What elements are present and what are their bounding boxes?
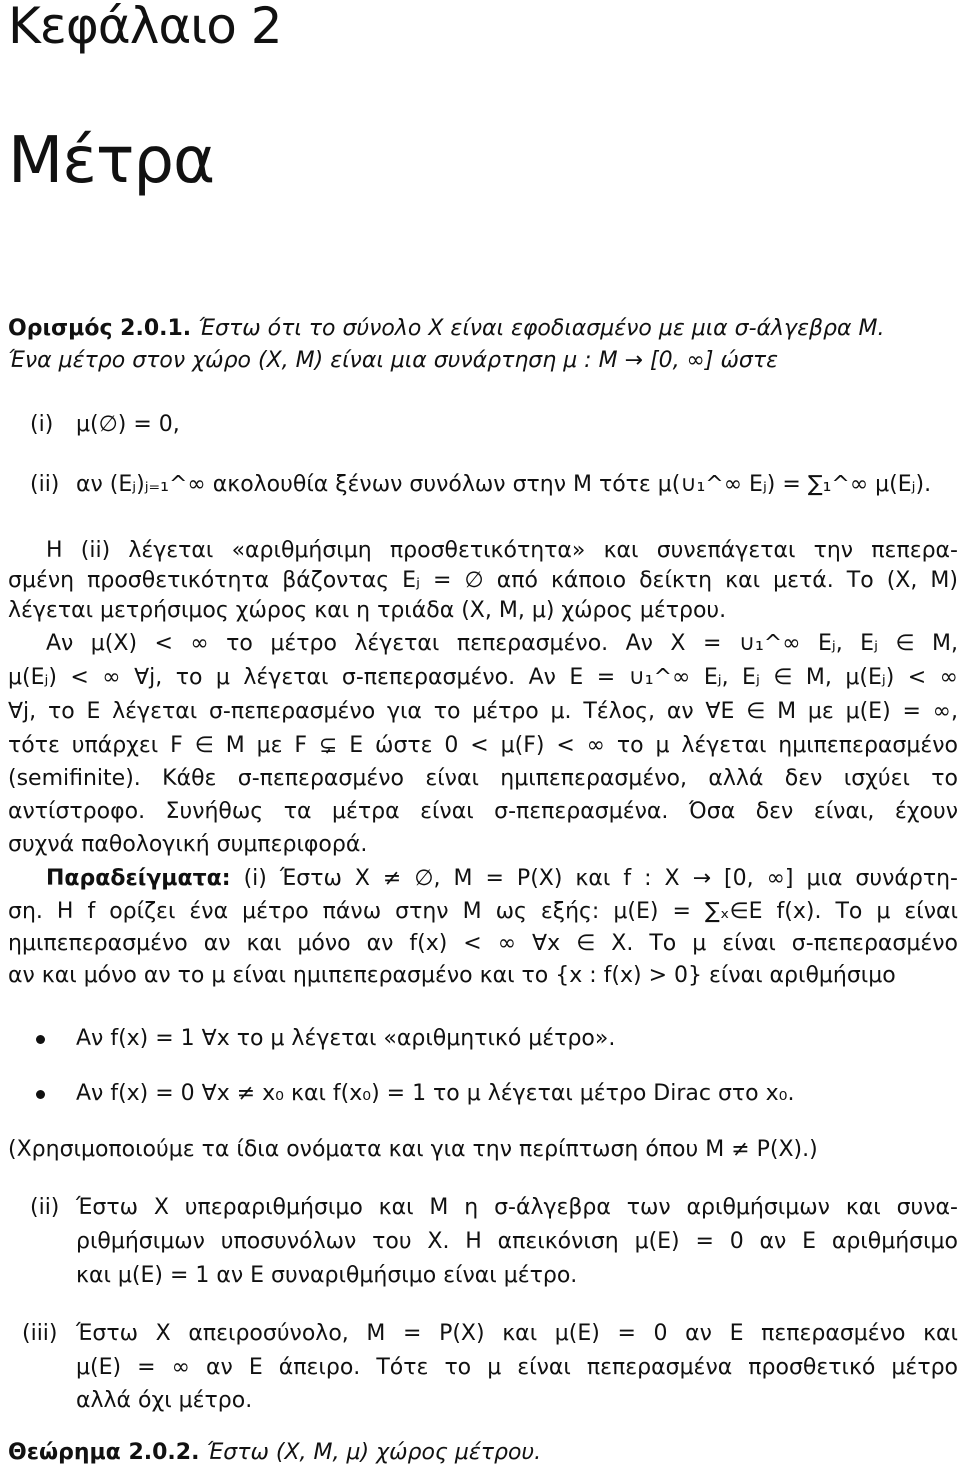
bullet-item-text: Αν f(x) = 1 ∀x το μ λέγεται «αριθμητικό μέτρο». — [76, 1026, 616, 1051]
definition-text-1: Έστω ότι το σύνολο X είναι εφοδιασμένο με μια σ-άλγεβρα M. — [198, 316, 885, 341]
bullet-item-text: Αν f(x) = 0 ∀x ≠ x₀ και f(x₀) = 1 το μ λέγεται μέτρο Dirac στο x₀. — [76, 1081, 795, 1106]
paragraph-line: μ(Eⱼ) < ∞ ∀j, το μ λέγεται σ-πεπερασμένο. Αν E = ∪₁^∞ Eⱼ, Eⱼ ∈ M, μ(Eⱼ) < ∞ — [8, 665, 958, 690]
examples-label: Παραδείγματα: — [46, 866, 231, 891]
paragraph-line: Η (ii) λέγεται «αριθμήσιμη προσθετικότητα» και συνεπάγεται την πεπερα- — [46, 538, 958, 563]
example-item-line: αλλά όχι μέτρο. — [76, 1388, 253, 1413]
example-item-line: μ(E) = ∞ αν E άπειρο. Τότε το μ είναι πεπερασμένα προσθετικό μέτρο — [76, 1355, 958, 1380]
definition-line-2: Ένα μέτρο στον χώρο (X, M) είναι μια συνάρτηση μ : M → [0, ∞] ώστε — [8, 348, 778, 373]
paragraph-line: Αν μ(X) < ∞ το μέτρο λέγεται πεπερασμένο. Αν X = ∪₁^∞ Eⱼ, Eⱼ ∈ M, — [46, 631, 958, 656]
example-item-line: Έστω X απειροσύνολο, M = P(X) και μ(E) = 0 αν E πεπερασμένο και — [76, 1321, 958, 1346]
bullet-icon — [36, 1090, 45, 1099]
chapter-heading: Κεφάλαιο 2 — [8, 0, 282, 55]
paragraph-line: σμένη προσθετικότητα βάζοντας Eⱼ = ∅ από κάποιο δείκτη και μετά. Το (X, M) — [8, 568, 958, 593]
paragraph-line: συχνά παθολογική συμπεριφορά. — [8, 832, 368, 857]
bullet-icon — [36, 1035, 45, 1044]
definition-line-1 — [8, 314, 958, 344]
definition-item-label: (ii) — [30, 472, 60, 497]
example-item-label: (ii) — [30, 1195, 60, 1220]
paragraph-line: τότε υπάρχει F ∈ M με F ⊊ E ώστε 0 < μ(F) < ∞ το μ λέγεται ημιπεπερασμένο — [8, 733, 958, 758]
theorem-line — [8, 1438, 958, 1468]
examples-line: ημιπεπερασμένο αν και μόνο αν f(x) < ∞ ∀x ∈ X. Το μ είναι σ-πεπερασμένο — [8, 931, 958, 956]
example-item-line: ριθμήσιμων υποσυνόλων του X. Η απεικόνιση μ(E) = 0 αν E αριθμήσιμο — [76, 1229, 958, 1254]
examples-note: (Χρησιμοποιούμε τα ίδια ονόματα και για την περίπτωση όπου M ≠ P(X).) — [8, 1137, 818, 1162]
definition-item-label: (i) — [30, 412, 54, 437]
example-item-line: Έστω X υπεραριθμήσιμο και M η σ-άλγεβρα των αριθμήσιμων και συνα- — [76, 1195, 958, 1220]
example-item-label: (iii) — [22, 1321, 58, 1346]
definition-label: Ορισμός 2.0.1. — [8, 316, 192, 341]
paragraph-line: αντίστροφο. Συνήθως τα μέτρα είναι σ-πεπερασμένα. Όσα δεν είναι, έχουν — [8, 799, 958, 824]
example-item-line: και μ(E) = 1 αν E συναριθμήσιμο είναι μέτρο. — [76, 1263, 578, 1288]
definition-item-text: αν (Eⱼ)ⱼ₌₁^∞ ακολουθία ξένων συνόλων στην M τότε μ(∪₁^∞ Eⱼ) = ∑₁^∞ μ(Eⱼ). — [76, 472, 932, 497]
examples-text-1: (i) Έστω X ≠ ∅, M = P(X) και f : X → [0, ∞] μια συνάρτη- — [243, 866, 958, 891]
theorem-text: Έστω (X, M, μ) χώρος μέτρου. — [206, 1440, 542, 1465]
paragraph-line: (semifinite). Κάθε σ-πεπερασμένο είναι ημιπεπερασμένο, αλλά δεν ισχύει το — [8, 766, 958, 791]
theorem-label: Θεώρημα 2.0.2. — [8, 1440, 200, 1465]
paragraph-line: ∀j, το E λέγεται σ-πεπερασμένο για το μέτρο μ. Τέλος, αν ∀E ∈ M με μ(E) = ∞, — [8, 699, 958, 724]
chapter-title: Μέτρα — [8, 124, 215, 198]
examples-line: ση. Η f ορίζει ένα μέτρο πάνω στην M ως εξής: μ(E) = ∑ₓ∈E f(x). Το μ είναι — [8, 899, 958, 924]
paragraph-line: λέγεται μετρήσιμος χώρος και η τριάδα (X, M, μ) χώρος μέτρου. — [8, 598, 727, 623]
examples-line: αν και μόνο αν το μ είναι ημιπεπερασμένο και το {x : f(x) > 0} είναι αριθμήσιμο — [8, 963, 896, 988]
definition-item-text: μ(∅) = 0, — [76, 412, 180, 437]
examples-line-1 — [46, 864, 958, 894]
